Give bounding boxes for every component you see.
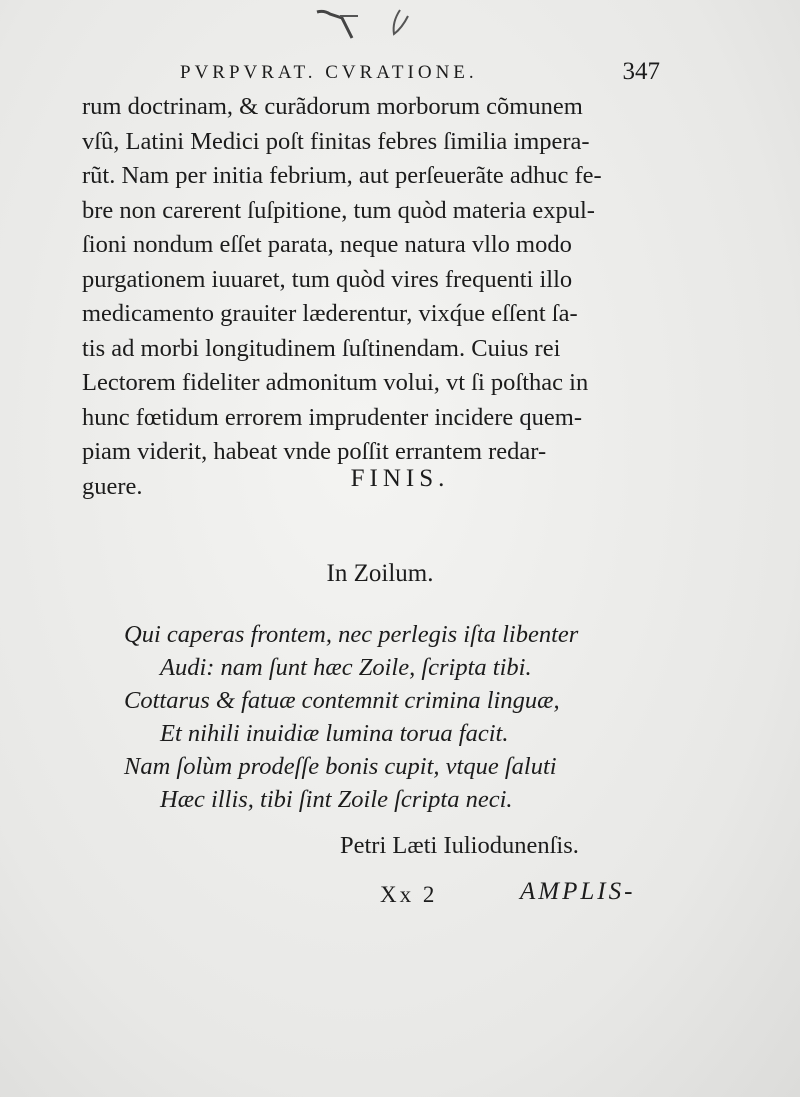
body-paragraph — [82, 90, 672, 504]
poem-title: In Zoilum. — [326, 560, 434, 587]
text-line: ſioni nondum eſſet parata, neque natura vllo modo — [82, 231, 572, 258]
poem-line: Qui caperas frontem, nec perlegis iſta libenter — [124, 621, 579, 648]
poem-line: Nam ſolùm prodeſſe bonis cupit, vtque ſaluti — [124, 753, 557, 780]
running-title: PVRPVRAT. CVRATIONE. — [180, 62, 478, 83]
poem — [124, 618, 684, 816]
text-line: rũt. Nam per initia febrium, aut perſeuerãte adhuc fe- — [82, 162, 602, 189]
text-line: medicamento grauiter læderentur, vixq́ue eſſent ſa- — [82, 300, 578, 327]
poem-line: Hæc illis, tibi ſint Zoile ſcripta neci. — [160, 786, 513, 813]
text-line: Lectorem fideliter admonitum volui, vt ſi poſthac in — [82, 369, 589, 396]
poem-author: Petri Læti Iuliodunenſis. — [340, 832, 579, 859]
ink-mark-ornament — [312, 4, 422, 44]
text-line: rum doctrinam, & curãdorum morborum cõmunem — [82, 93, 583, 120]
catchword: AMPLIS- — [520, 878, 636, 905]
page-number: 347 — [622, 58, 660, 85]
poem-line: Et nihili inuidiæ lumina torua facit. — [160, 720, 509, 747]
text-line: guere. — [82, 472, 143, 500]
text-line: bre non carerent ſuſpitione, tum quòd materia expul- — [82, 196, 595, 224]
text-line: tis ad morbi longitudinem ſuſtinendam. Cuius rei — [82, 334, 561, 362]
poem-line: Audi: nam ſunt hæc Zoile, ſcripta tibi. — [160, 654, 532, 681]
text-line: vſû, Latini Medici poſt finitas febres ſimilia impera- — [82, 127, 590, 155]
text-line: hunc fœtidum errorem imprudenter incidere quem- — [82, 403, 583, 431]
signature-mark: Xx 2 — [380, 882, 438, 907]
poem-line: Cottarus & fatuæ contemnit crimina linguæ, — [124, 687, 560, 714]
text-line: purgationem iuuaret, tum quòd vires frequenti illo — [82, 265, 573, 293]
page-header — [180, 58, 660, 88]
text-line: piam viderit, habeat vnde poſſit errantem redar- — [82, 438, 547, 465]
finis-heading: FINIS. — [350, 465, 450, 492]
